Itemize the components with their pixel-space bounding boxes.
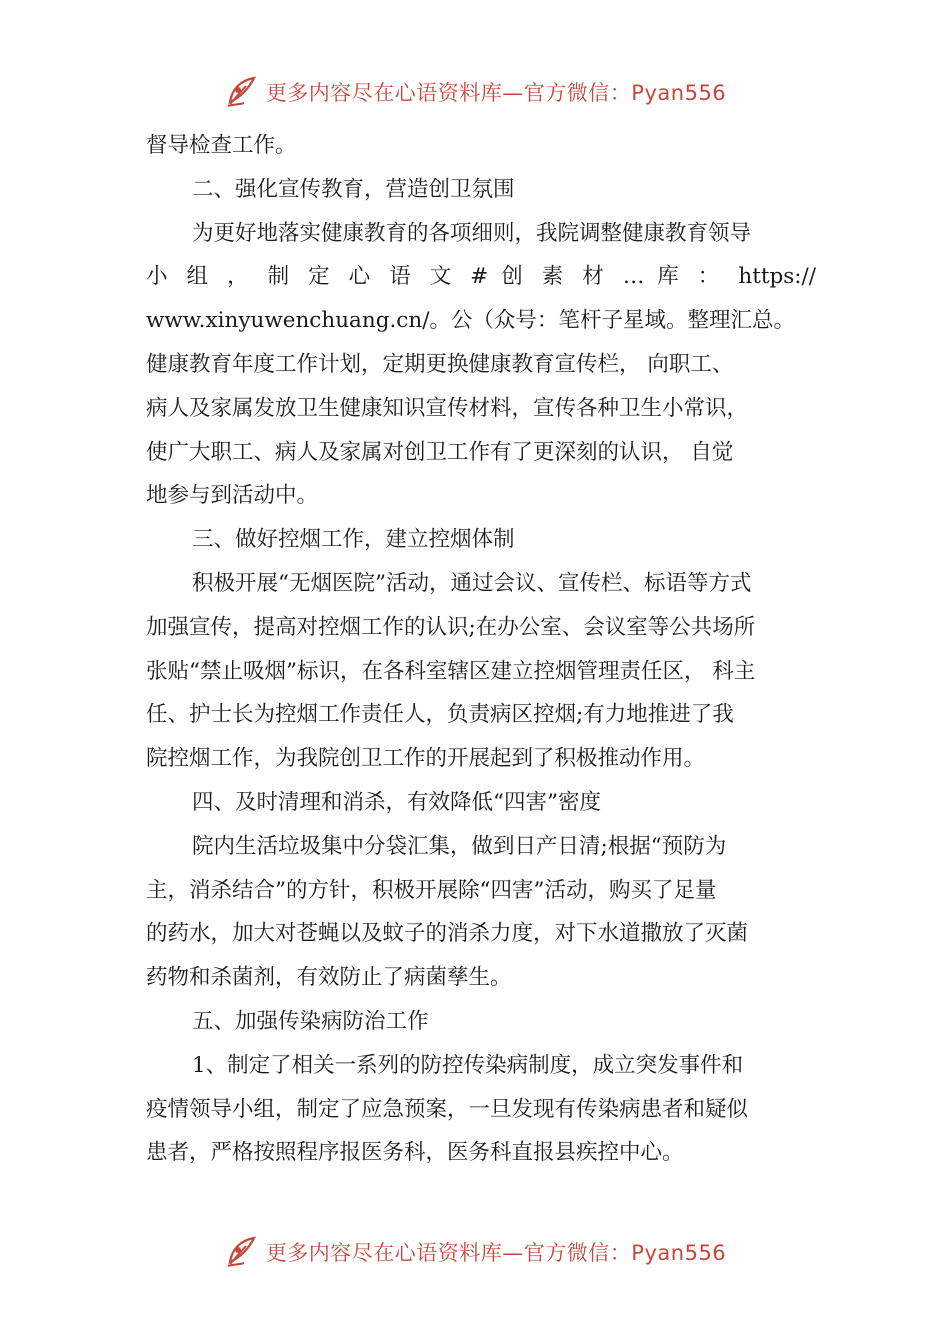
paragraph-line: 地参与到活动中。 (146, 483, 319, 509)
feather-pen-logo-icon (224, 74, 260, 110)
paragraph-line: 督导检查工作。 (146, 133, 297, 158)
paragraph-line: 药物和杀菌剂，有效防止了病菌孳生。 (146, 965, 512, 991)
paragraph-line: 积极开展“无烟医院”活动，通过会议、宣传栏、标语等方式 (192, 570, 752, 596)
paragraph-line: 小 组 ， 制 定 心 语 文 # 创 素 材 … 库 ： https:// (146, 264, 816, 290)
paragraph-line: 加强宣传，提高对控烟工作的认识;在办公室、会议室等公共场所 (146, 614, 756, 640)
paragraph-line: www.xinyuwenchuang.cn/。公（众号：笔杆子星域。整理汇总。 (146, 308, 795, 334)
paragraph-line: 张贴“禁止吸烟”标识，在各科室辖区建立控烟管理责任区， 科主 (146, 658, 756, 684)
paragraph-line: 使广大职工、病人及家属对创卫工作有了更深刻的认识， 自觉 (146, 439, 734, 465)
section-heading-2: 二、强化宣传教育，营造创卫氛围 (192, 176, 515, 202)
paragraph-line: 主，消杀结合”的方针，积极开展除“四害”活动，购买了足量 (146, 877, 717, 903)
footer-banner-text: 更多内容尽在心语资料库—官方微信：Pyan556 (265, 1241, 727, 1265)
header-banner (0, 72, 950, 112)
section-heading-5: 五、加强传染病防治工作 (192, 1008, 429, 1034)
document-body (146, 124, 816, 1175)
paragraph-line: 为更好地落实健康教育的各项细则，我院调整健康教育领导 (192, 220, 752, 246)
header-banner-text: 更多内容尽在心语资料库—官方微信：Pyan556 (265, 81, 727, 105)
paragraph-line: 健康教育年度工作计划，定期更换健康教育宣传栏， 向职工、 (146, 351, 734, 377)
feather-pen-logo-icon (224, 1234, 260, 1270)
paragraph-line: 的药水，加大对苍蝇以及蚊子的消杀力度，对下水道撒放了灭菌 (146, 921, 749, 947)
section-heading-4: 四、及时清理和消杀，有效降低“四害”密度 (192, 789, 601, 815)
paragraph-line: 疫情领导小组，制定了应急预案，一旦发现有传染病患者和疑似 (146, 1096, 749, 1122)
paragraph-line: 1、制定了相关一系列的防控传染病制度，成立突发事件和 (192, 1052, 744, 1078)
paragraph-line: 院控烟工作，为我院创卫工作的开展起到了积极推动作用。 (146, 746, 706, 772)
footer-banner (0, 1232, 950, 1272)
paragraph-line: 任、护士长为控烟工作责任人，负责病区控烟;有力地推进了我 (146, 702, 734, 728)
paragraph-line: 院内生活垃圾集中分袋汇集，做到日产日清;根据“预防为 (192, 833, 727, 859)
paragraph-line: 患者，严格按照程序报医务科，医务科直报县疾控中心。 (146, 1140, 684, 1166)
section-heading-3: 三、做好控烟工作，建立控烟体制 (192, 527, 515, 553)
paragraph-line: 病人及家属发放卫生健康知识宣传材料，宣传各种卫生小常识， (146, 395, 749, 421)
